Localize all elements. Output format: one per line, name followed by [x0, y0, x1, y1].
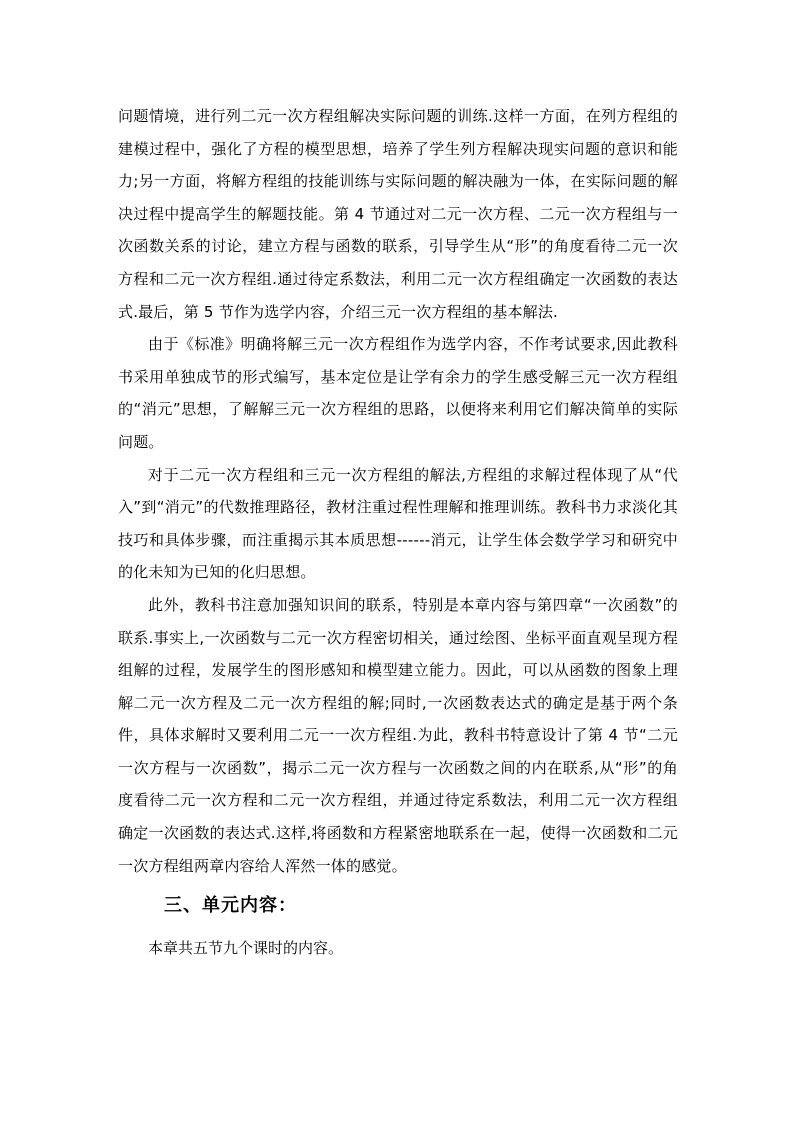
closing-line: 本章共五节九个课时的内容。 [148, 939, 344, 958]
document-body [118, 100, 678, 968]
paragraph-function-connection: 此外，教科书注意加强知识间的联系，特别是本章内容与第四章“一次函数”的联系.事实上,一次函数与二元一次方程密切相关，通过绘图、坐标平面直观呈现方程组解的过程，发展学生的图形感知和模型建立能力。因此，可以从函数的图象上理解二元一次方程及二元一次方程组的解;同时,一次函数表达式的确定是基于两个条件，具体求解时又要利用二元一一次方程组.为此，教科书特意设计了第 4 节“二元一次方程与一次函数”，揭示二元一次方程与一次函数之间的内在联系,从“形”的角度看待二元一次方程和二元一次方程组，并通过待定系数法，利用二元一次方程组确定一次函数的表达式.这样,将函数和方程紧密地联系在一起，使得一次函数和二元一次方程组两章内容给人浑然一体的感觉。 [118, 595, 678, 875]
section-heading-unit-content: 三、单元内容： [164, 895, 297, 917]
paragraph-continuation: 问题情境，进行列二元一次方程组解决实际问题的训练.这样一方面，在列方程组的建模过程中，强化了方程的模型思想，培养了学生列方程解决现实问题的意识和能力;另一方面，将解方程组的技能训练与实际问题的解决融为一体，在实际问题的解决过程中提高学生的解题技能。第 4 节通过对二元一次方程、二元一次方程组与一次函数关系的讨论，建立方程与函数的联系，引导学生从“形”的角度看待二元一次方程和二元一次方程组.通过待定系数法，利用二元一次方程组确定一次函数的表达式.最后，第 5 节作为选学内容，介绍三元一次方程组的基本解法. [118, 107, 678, 321]
paragraph-solving-methods: 对于二元一次方程组和三元一次方程组的解法,方程组的求解过程体现了从“代入”到“消元”的代数推理路径，教材注重过程性理解和推理训练。教科书力求淡化其技巧和具体步骤，而注重揭示其本质思想------消元，让学生体会数学学习和研究中的化未知为已知的化归思想。 [118, 465, 678, 582]
paragraph-standard-elective: 由于《标准》明确将解三元一次方程组作为选学内容，不作考试要求,因此教科书采用单独成节的形式编写，基本定位是让学有余力的学生感受解三元一次方程组的“消元”思想，了解解三元一次方程组的思路，以便将来利用它们解决简单的实际问题。 [118, 335, 678, 451]
